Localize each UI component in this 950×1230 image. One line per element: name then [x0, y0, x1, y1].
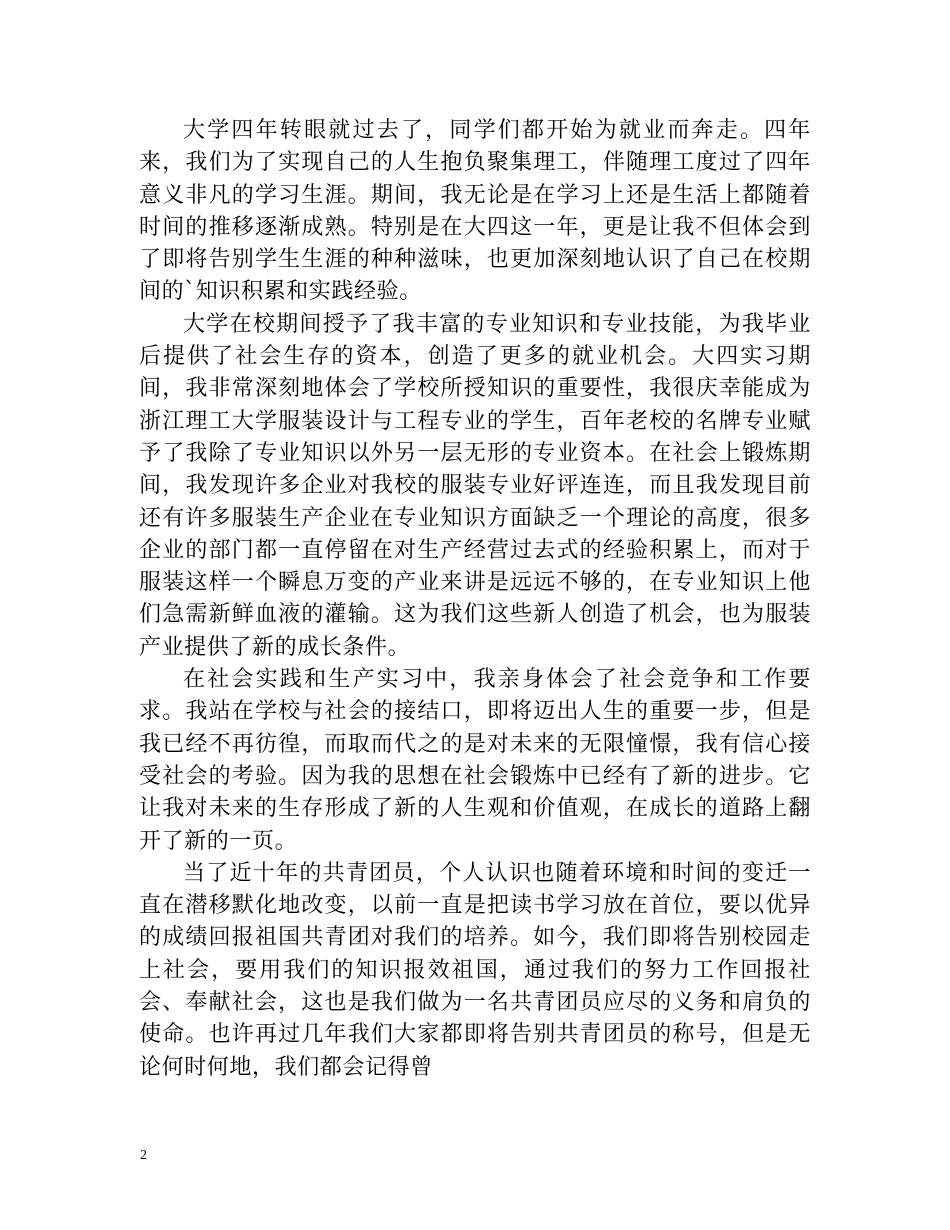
paragraph-2: 大学在校期间授予了我丰富的专业知识和专业技能，为我毕业后提供了社会生存的资本，创造了更多的就业机会。大四实习期间，我非常深刻地体会了学校所授知识的重要性，我很庆幸能成为浙江理工大学服装设计与工程专业的学生，百年老校的名牌专业赋予了我除了专业知识以外另一层无形的专业资本。在社会上锻炼期间，我发现许多企业对我校的服装专业好评连连，而且我发现目前还有许多服装生产企业在专业知识方面缺乏一个理论的高度，很多企业的部门都一直停留在对生产经营过去式的经验积累上，而对于服装这样一个瞬息万变的产业来讲是远远不够的，在专业知识上他们急需新鲜血液的灌输。这为我们这些新人创造了机会，也为服装产业提供了新的成长条件。	[139, 311, 811, 660]
paragraph-4: 当了近十年的共青团员，个人认识也随着环境和时间的变迁一直在潜移默化地改变，以前一直是把读书学习放在首位，要以优异的成绩回报祖国共青团对我们的培养。如今，我们即将告别校园走上社会，要用我们的知识报效祖国，通过我们的努力工作回报社会、奉献社会，这也是我们做为一名共青团员应尽的义务和肩负的使命。也许再过几年我们大家都即将告别共青团员的称号，但是无论何时何地，我们都会记得曾	[139, 860, 811, 1080]
page-number: 2	[140, 1148, 147, 1163]
paragraph-1: 大学四年转眼就过去了，同学们都开始为就业而奔走。四年来，我们为了实现自己的人生抱负聚集理工，伴随理工度过了四年意义非凡的学习生涯。期间，我无论是在学习上还是生活上都随着时间的推移逐渐成熟。特别是在大四这一年，更是让我不但体会到了即将告别学生生涯的种种滋味，也更加深刻地认识了自己在校期间的`知识积累和实践经验。	[139, 118, 811, 305]
body-text	[139, 115, 811, 1084]
paragraph-3: 在社会实践和生产实习中，我亲身体会了社会竞争和工作要求。我站在学校与社会的接结口，即将迈出人生的重要一步，但是我已经不再彷徨，而取而代之的是对未来的无限憧憬，我有信心接受社会的考验。因为我的思想在社会锻炼中已经有了新的进步。它让我对未来的生存形成了新的人生观和价值观，在成长的道路上翻开了新的一页。	[139, 667, 811, 854]
